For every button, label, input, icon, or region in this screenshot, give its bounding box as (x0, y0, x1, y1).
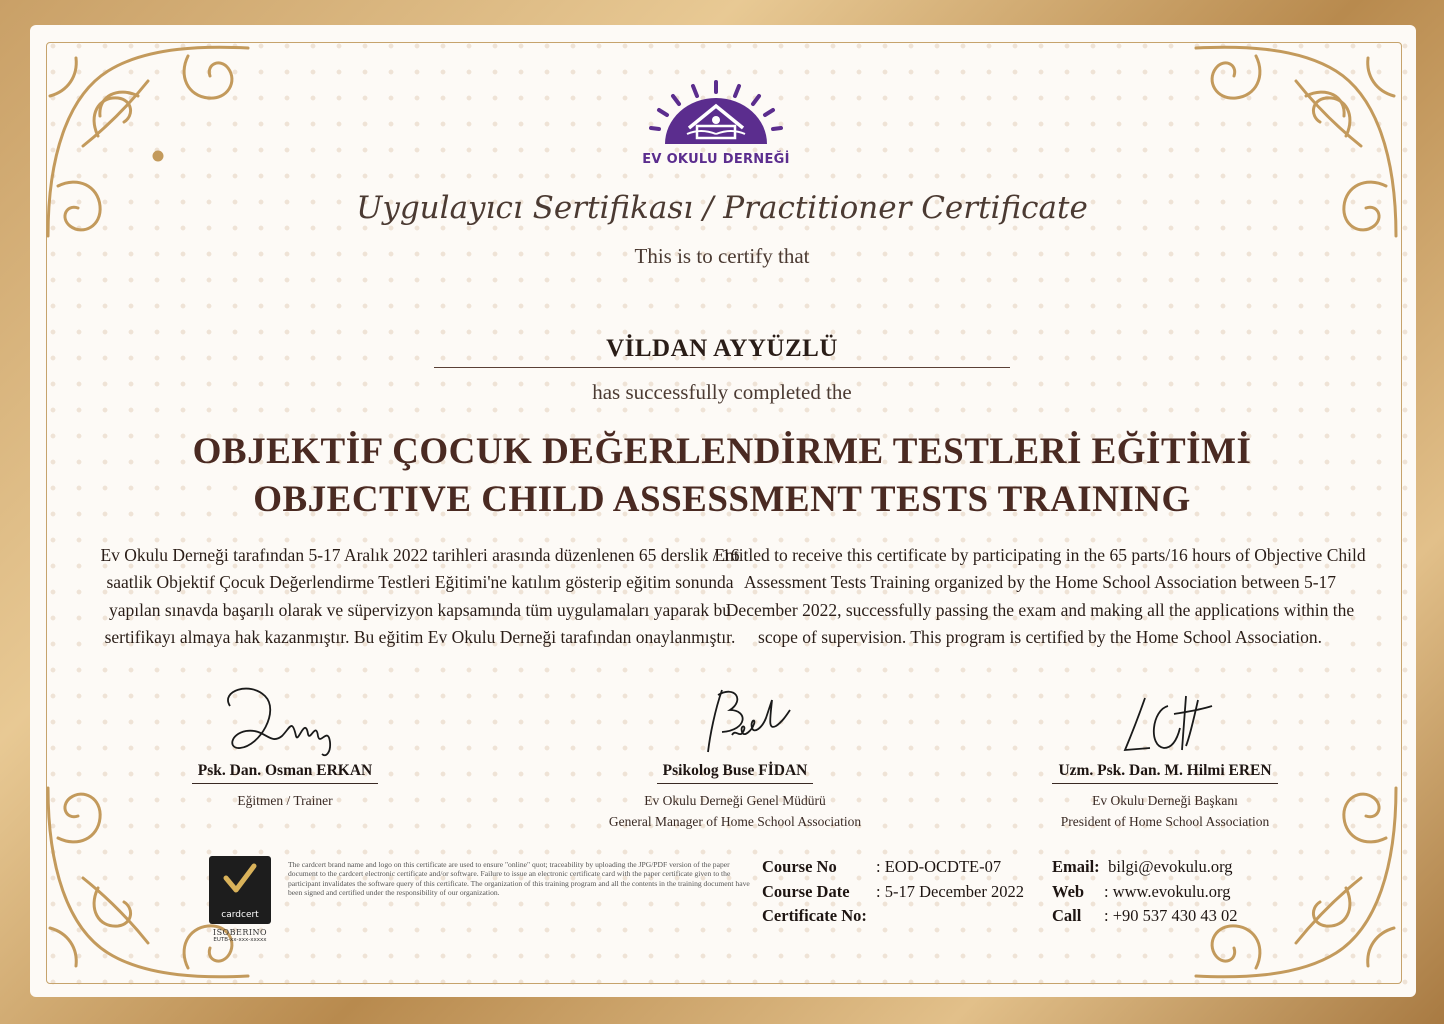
contact-info (1052, 857, 1238, 931)
certificate-no-label: Certificate No: (762, 906, 867, 925)
organization-logo (618, 78, 814, 178)
course-title-tr: OBJEKTİF ÇOCUK DEĞERLENDİRME TESTLERİ EĞİTİMİ (192, 431, 1252, 472)
signatory-role-en: President of Home School Association (1060, 814, 1270, 829)
certificate-title: Uygulayıcı Sertifikası / Practitioner Certificate (356, 190, 1088, 226)
completed-text: has successfully completed the (592, 380, 852, 404)
checkmark-seal-icon (222, 862, 258, 896)
house-book-logo-icon (641, 78, 791, 150)
cardcert-sub: ISOBERINO (212, 928, 268, 937)
signatory-3 (1000, 688, 1330, 832)
cardcert-label: cardcert (221, 910, 259, 920)
corner-ornament-icon (1176, 36, 1406, 266)
email-label: Email: (1052, 857, 1100, 876)
recipient-name: VİLDAN AYYÜZLÜ (434, 335, 1010, 368)
corner-ornament-icon (38, 36, 268, 266)
course-info (762, 857, 1024, 931)
certify-text: This is to certify that (634, 244, 810, 268)
course-no-label: Course No (762, 857, 837, 876)
web-value[interactable]: : www.evokulu.org (1104, 881, 1231, 901)
call-label: Call (1052, 906, 1082, 925)
course-date-value: : 5-17 December 2022 (876, 881, 1024, 901)
email-value[interactable]: bilgi@evokulu.org (1108, 857, 1233, 876)
signatory-1 (150, 676, 420, 811)
paragraph-en: Entitled to receive this certificate by participating in the 65 parts/16 hours of Objective Child Assessment Tests Training organized by the Home School Association between 5-17 December 2022, successfully passing the exam and making all the applications within the scope of supervision. This program is certified by the Home School Association. (714, 545, 1366, 647)
signature-icon (1090, 688, 1240, 760)
signatory-role-en: General Manager of Home School Association (608, 814, 862, 829)
disclaimer-text: The cardcert brand name and logo on this certificate are used to ensure "online" quot; traceability by uploading the JPG/PDF version of the paper document to the cardcert electronic certificate and/or software. Failure to issue an electronic certificate card with the paper certificate given to the participant invalidates the software query of this certificate. The organization of this training program and all the contents in the training document have been signed and certified under the responsibility of our organization. (288, 860, 750, 898)
signatory-role-tr: Ev Okulu Derneği Başkanı (1092, 793, 1238, 808)
course-no-value: : EOD-OCDTE-07 (876, 857, 1002, 876)
signature-icon (210, 676, 360, 760)
cardcert-code: EUTB-xx-xxx-xxxxx (213, 937, 267, 943)
signatory-role: Eğitmen / Trainer (237, 793, 333, 808)
call-value[interactable]: : +90 537 430 43 02 (1104, 906, 1238, 925)
signatory-role-tr: Ev Okulu Derneği Genel Müdürü (644, 793, 826, 808)
web-label: Web (1052, 881, 1085, 901)
signatory-name: Psikolog Buse FİDAN (657, 762, 814, 784)
signatory-name: Psk. Dan. Osman ERKAN (192, 762, 378, 784)
paragraph-tr: Ev Okulu Derneği tarafından 5-17 Aralık 2022 tarihleri arasında düzenlenen 65 derslik / 16 saatlik Objektif Çocuk Değerlendirme Testleri Eğitimi'ne katılım gösterip eğitim sonunda yapılan sınavda başarılı olarak ve süpervizyon kapsamında tüm uygulamaları yaparak bu sertifikayı almaya hak kazanmıştır. Bu eğitim Ev Okulu Derneği tarafından onaylanmıştır. (100, 545, 740, 647)
cardcert-badge (205, 856, 275, 943)
logo-text: EV OKULU DERNEĞİ (642, 152, 790, 167)
course-date-label: Course Date (762, 881, 850, 901)
signatory-name: Uzm. Psk. Dan. M. Hilmi EREN (1052, 762, 1277, 784)
signatory-2 (560, 680, 910, 832)
signature-icon (660, 680, 810, 760)
course-title-en: OBJECTIVE CHILD ASSESSMENT TESTS TRAINING (253, 479, 1191, 520)
